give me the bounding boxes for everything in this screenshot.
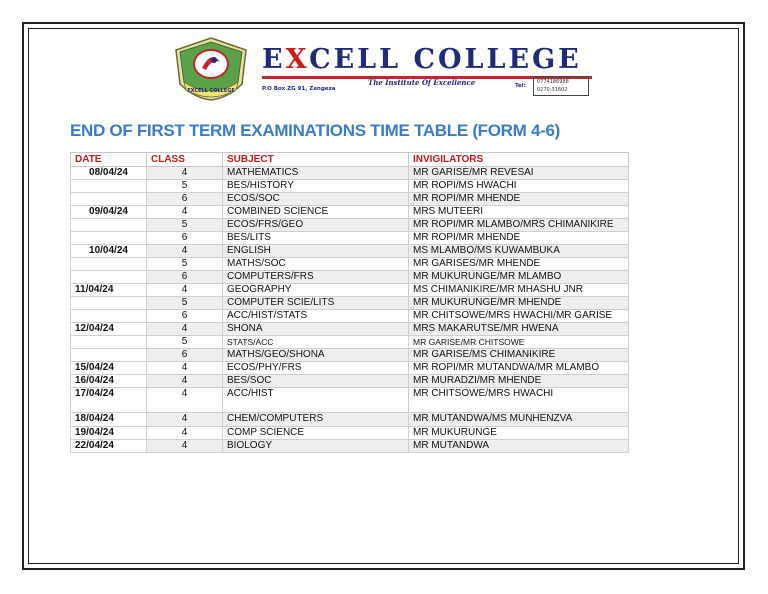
table-row — [71, 193, 629, 206]
invigilators-cell: MR MURADZI/MR MHENDE — [409, 375, 629, 388]
class-cell: 4 — [147, 388, 223, 413]
class-cell: 4 — [147, 362, 223, 375]
class-cell: 4 — [147, 245, 223, 258]
invigilators-cell: MRS MAKARUTSE/MR HWENA — [409, 323, 629, 336]
table-row — [71, 271, 629, 284]
subject-cell: COMBINED SCIENCE — [223, 206, 409, 219]
table-row — [71, 362, 629, 375]
table-row — [71, 440, 629, 453]
college-motto: The Institute Of Excellence — [368, 78, 476, 87]
invigilators-cell: MR GARISE/MR CHITSOWE — [409, 336, 629, 349]
column-header-subject: SUBJECT — [223, 153, 409, 167]
table-row — [71, 310, 629, 323]
phone-box — [533, 76, 589, 96]
invigilators-cell: MR MUTANDWA/MS MUNHENZVA — [409, 413, 629, 427]
invigilators-cell: MR ROPI/MR MHENDE — [409, 193, 629, 206]
date-cell — [71, 310, 147, 323]
class-cell: 4 — [147, 375, 223, 388]
class-cell: 4 — [147, 413, 223, 427]
subject-cell: ENGLISH — [223, 245, 409, 258]
subject-cell: COMP SCIENCE — [223, 427, 409, 440]
table-row — [71, 180, 629, 193]
invigilators-cell: MR MUKURUNGE/MR MHENDE — [409, 297, 629, 310]
table-header-row — [71, 153, 629, 167]
subject-cell: MATHS/GEO/SHONA — [223, 349, 409, 362]
class-cell: 5 — [147, 258, 223, 271]
subject-cell: MATHEMATICS — [223, 167, 409, 180]
subject-cell: ECOS/SOC — [223, 193, 409, 206]
invigilators-cell: MR MUTANDWA — [409, 440, 629, 453]
class-cell: 5 — [147, 336, 223, 349]
subject-cell: COMPUTERS/FRS — [223, 271, 409, 284]
subject-cell: ACC/HIST/STATS — [223, 310, 409, 323]
invigilators-cell: MRS MUTEERI — [409, 206, 629, 219]
subject-cell: MATHS/SOC — [223, 258, 409, 271]
date-cell — [71, 232, 147, 245]
column-header-invigilators: INVIGILATORS — [409, 153, 629, 167]
subject-cell: ECOS/PHY/FRS — [223, 362, 409, 375]
college-name-prefix: E — [262, 44, 286, 75]
table-row — [71, 219, 629, 232]
college-address: P.O Box ZG 91, Zengeza — [262, 86, 336, 92]
date-cell — [71, 193, 147, 206]
invigilators-cell: MR MUKURUNGE — [409, 427, 629, 440]
date-cell — [71, 271, 147, 284]
invigilators-cell: MR GARISES/MR MHENDE — [409, 258, 629, 271]
table-row — [71, 232, 629, 245]
date-cell — [71, 336, 147, 349]
date-cell: 16/04/24 — [71, 375, 147, 388]
date-cell: 10/04/24 — [71, 245, 147, 258]
table-row — [71, 245, 629, 258]
table-row — [71, 323, 629, 336]
college-name-rest: CELL COLLEGE — [309, 44, 582, 75]
date-cell: 08/04/24 — [71, 167, 147, 180]
invigilators-cell: MR ROPI/MR MLAMBO/MRS CHIMANIKIRE — [409, 219, 629, 232]
invigilators-cell: MR GARISE/MS CHIMANIKIRE — [409, 349, 629, 362]
subject-cell: BIOLOGY — [223, 440, 409, 453]
class-cell: 5 — [147, 180, 223, 193]
invigilators-cell: MR CHITSOWE/MRS HWACHI/MR GARISE — [409, 310, 629, 323]
date-cell: 18/04/24 — [71, 413, 147, 427]
class-cell: 4 — [147, 167, 223, 180]
subject-cell: ECOS/FRS/GEO — [223, 219, 409, 232]
date-cell: 12/04/24 — [71, 323, 147, 336]
subject-cell: BES/SOC — [223, 375, 409, 388]
class-cell: 4 — [147, 206, 223, 219]
table-row — [71, 336, 629, 349]
class-cell: 4 — [147, 323, 223, 336]
document-title: END OF FIRST TERM EXAMINATIONS TIME TABLE (FORM 4-6) — [70, 121, 560, 140]
date-cell — [71, 349, 147, 362]
date-cell — [71, 180, 147, 193]
invigilators-cell: MS CHIMANIKIRE/MR MHASHU JNR — [409, 284, 629, 297]
invigilators-cell: MR ROPI/MS HWACHI — [409, 180, 629, 193]
date-cell — [71, 297, 147, 310]
table-row — [71, 206, 629, 219]
subject-cell: GEOGRAPHY — [223, 284, 409, 297]
table-row — [71, 349, 629, 362]
subject-cell: COMPUTER SCIE/LITS — [223, 297, 409, 310]
subject-cell: BES/HISTORY — [223, 180, 409, 193]
logo-banner-text: EXCELL COLLEGE — [187, 88, 235, 94]
class-cell: 6 — [147, 349, 223, 362]
class-cell: 6 — [147, 310, 223, 323]
invigilators-cell: MR MUKURUNGE/MR MLAMBO — [409, 271, 629, 284]
phone-number: 0774186988 — [537, 79, 569, 85]
date-cell: 19/04/24 — [71, 427, 147, 440]
table-row — [71, 427, 629, 440]
timetable — [70, 152, 629, 453]
class-cell: 4 — [147, 427, 223, 440]
invigilators-cell: MR CHITSOWE/MRS HWACHI — [409, 388, 629, 413]
subject-cell: SHONA — [223, 323, 409, 336]
invigilators-cell: MR ROPI/MR MHENDE — [409, 232, 629, 245]
invigilators-cell: MS MLAMBO/MS KUWAMBUKA — [409, 245, 629, 258]
subject-cell: STATS/ACC — [223, 336, 409, 349]
class-cell: 5 — [147, 219, 223, 232]
subject-cell: CHEM/COMPUTERS — [223, 413, 409, 427]
college-name-x: X — [285, 44, 310, 75]
table-row — [71, 258, 629, 271]
column-header-date: DATE — [71, 153, 147, 167]
invigilators-cell: MR ROPI/MR MUTANDWA/MR MLAMBO — [409, 362, 629, 375]
college-logo — [172, 36, 250, 102]
subject-cell: BES/LITS — [223, 232, 409, 245]
invigilators-cell: MR GARISE/MR REVESAI — [409, 167, 629, 180]
class-cell: 6 — [147, 193, 223, 206]
table-row — [71, 413, 629, 427]
date-cell: 15/04/24 — [71, 362, 147, 375]
table-row — [71, 284, 629, 297]
class-cell: 6 — [147, 271, 223, 284]
table-row — [71, 388, 629, 413]
date-cell — [71, 258, 147, 271]
class-cell: 4 — [147, 440, 223, 453]
date-cell: 17/04/24 — [71, 388, 147, 413]
tel-label: Tel: — [515, 83, 526, 89]
date-cell: 22/04/24 — [71, 440, 147, 453]
class-cell: 4 — [147, 284, 223, 297]
column-header-class: CLASS — [147, 153, 223, 167]
college-name — [262, 44, 582, 75]
date-cell — [71, 219, 147, 232]
class-cell: 6 — [147, 232, 223, 245]
table-row — [71, 297, 629, 310]
class-cell: 5 — [147, 297, 223, 310]
date-cell: 09/04/24 — [71, 206, 147, 219]
subject-cell: ACC/HIST — [223, 388, 409, 413]
table-row — [71, 167, 629, 180]
phone-number: 0270-31602 — [537, 87, 568, 93]
date-cell: 11/04/24 — [71, 284, 147, 297]
table-row — [71, 375, 629, 388]
